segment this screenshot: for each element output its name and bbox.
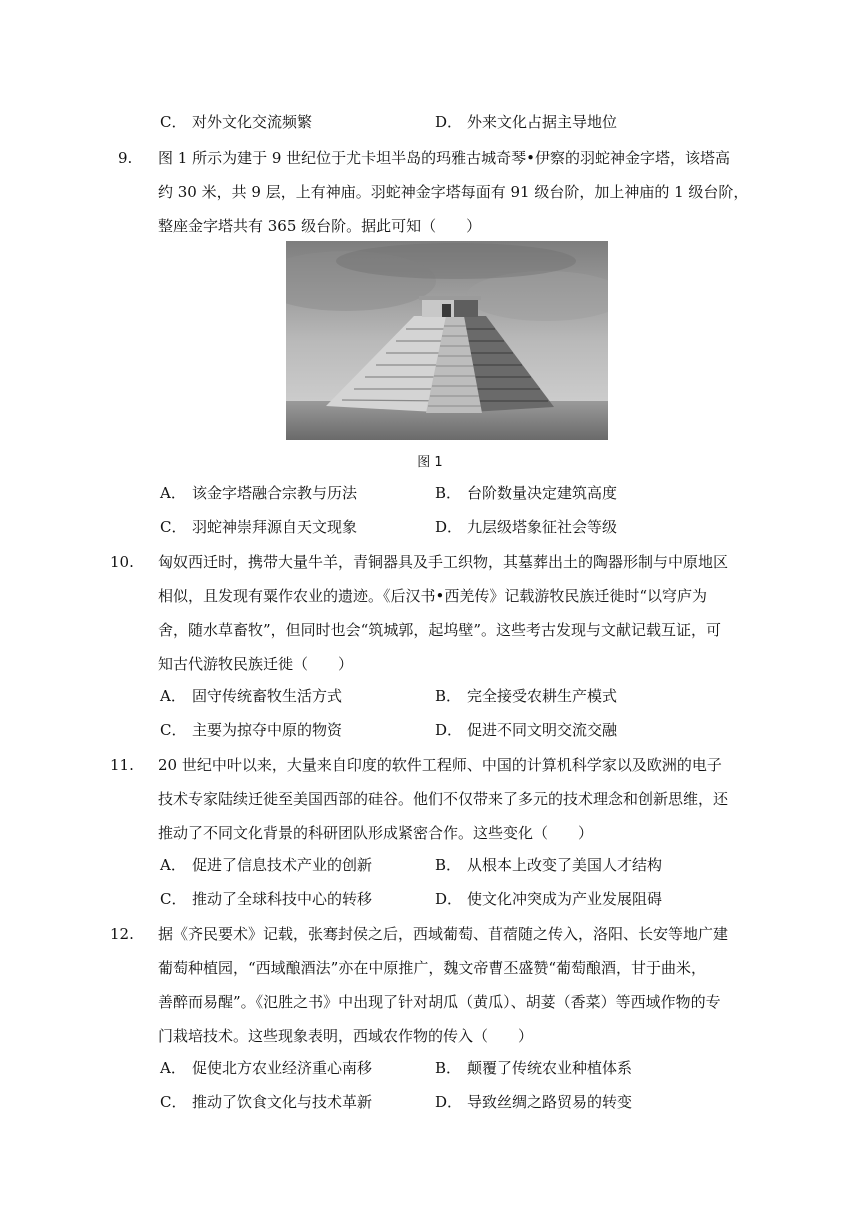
q9-option-c[interactable]: C． 羽蛇神崇拜源自天文现象 <box>160 518 358 536</box>
q8-options-row <box>160 107 760 137</box>
question-text-line: 葡萄种植园，“西域酿酒法”亦在中原推广，魏文帝曹丕盛赞“葡萄酿酒，甘于曲米， <box>158 959 707 977</box>
question-number: 9. <box>118 149 133 167</box>
question-text-line: 整座金字塔共有 365 级台阶。据此可知（ ） <box>158 217 482 235</box>
question-text-line: 20 世纪中叶以来，大量来自印度的软件工程师、中国的计算机科学家以及欧洲的电子 <box>158 756 722 774</box>
question-text-line: 推动了不同文化背景的科研团队形成紧密合作。这些变化（ ） <box>158 824 594 842</box>
q9-options-row-1 <box>160 478 760 508</box>
question-text-line: 匈奴西迁时，携带大量牛羊，青铜器具及手工织物，其墓葬出土的陶器形制与中原地区 <box>158 553 729 571</box>
q10-option-d[interactable]: D． 促进不同文明交流交融 <box>435 721 618 739</box>
q10-option-c[interactable]: C． 主要为掠夺中原的物资 <box>160 721 343 739</box>
q10-option-b[interactable]: B． 完全接受农耕生产模式 <box>435 687 618 705</box>
question-text-line: 善醉而易醒”。《氾胜之书》中出现了针对胡瓜（黄瓜）、胡荽（香菜）等西域作物的专 <box>158 993 721 1011</box>
q9-option-a[interactable]: A． 该金字塔融合宗教与历法 <box>160 484 358 502</box>
q10-options-row-1 <box>160 681 760 711</box>
q8-option-c[interactable]: C． 对外文化交流频繁 <box>160 113 313 131</box>
q11-options-row-2 <box>160 884 760 914</box>
question-text-line: 门栽培技术。这些现象表明，西域农作物的传入（ ） <box>158 1027 534 1045</box>
q11-option-a[interactable]: A． 促进了信息技术产业的创新 <box>160 856 373 874</box>
q11-options-row-1 <box>160 850 760 880</box>
q11-option-d[interactable]: D． 使文化冲突成为产业发展阻碍 <box>435 890 663 908</box>
q8-option-d[interactable]: D． 外来文化占据主导地位 <box>435 113 618 131</box>
pyramid-photo <box>286 241 608 440</box>
question-text-line: 知古代游牧民族迁徙（ ） <box>158 655 354 673</box>
q11-option-b[interactable]: B． 从根本上改变了美国人才结构 <box>435 856 663 874</box>
q9-options-row-2 <box>160 512 760 542</box>
question-text-line: 据《齐民要术》记载，张骞封侯之后，西域葡萄、苜蓿随之传入，洛阳、长安等地广建 <box>158 925 729 943</box>
figure-caption: 图 1 <box>417 455 443 470</box>
q9-option-d[interactable]: D． 九层级塔象征社会等级 <box>435 518 618 536</box>
question-text-line: 相似，且发现有粟作农业的遗迹。《后汉书•西羌传》记载游牧民族迁徙时“以穹庐为 <box>158 587 708 605</box>
question-number: 10. <box>110 553 134 571</box>
q12-option-d[interactable]: D． 导致丝绸之路贸易的转变 <box>435 1093 633 1111</box>
q12-option-c[interactable]: C． 推动了饮食文化与技术革新 <box>160 1093 373 1111</box>
question-text-line: 约 30 米，共 9 层，上有神庙。羽蛇神金字塔每面有 91 级台阶，加上神庙的 1 级台阶， <box>158 183 749 201</box>
q12-options-row-1 <box>160 1053 760 1083</box>
q11-option-c[interactable]: C． 推动了全球科技中心的转移 <box>160 890 373 908</box>
q12-option-a[interactable]: A． 促使北方农业经济重心南移 <box>160 1059 373 1077</box>
q12-option-b[interactable]: B． 颠覆了传统农业种植体系 <box>435 1059 633 1077</box>
q12-options-row-2 <box>160 1087 760 1117</box>
question-text-line: 技术专家陆续迁徙至美国西部的硅谷。他们不仅带来了多元的技术理念和创新思维，还 <box>158 790 729 808</box>
question-number: 11. <box>110 756 134 774</box>
q10-options-row-2 <box>160 715 760 745</box>
question-number: 12. <box>110 925 134 943</box>
q9-option-b[interactable]: B． 台阶数量决定建筑高度 <box>435 484 618 502</box>
q10-option-a[interactable]: A． 固守传统畜牧生活方式 <box>160 687 343 705</box>
question-text-line: 舍，随水草畜牧”，但同时也会“筑城郭，起坞壁”。这些考古发现与文献记载互证，可 <box>158 621 722 639</box>
question-text-line: 图 1 所示为建于 9 世纪位于尤卡坦半岛的玛雅古城奇琴•伊察的羽蛇神金字塔，该塔高 <box>158 149 731 167</box>
